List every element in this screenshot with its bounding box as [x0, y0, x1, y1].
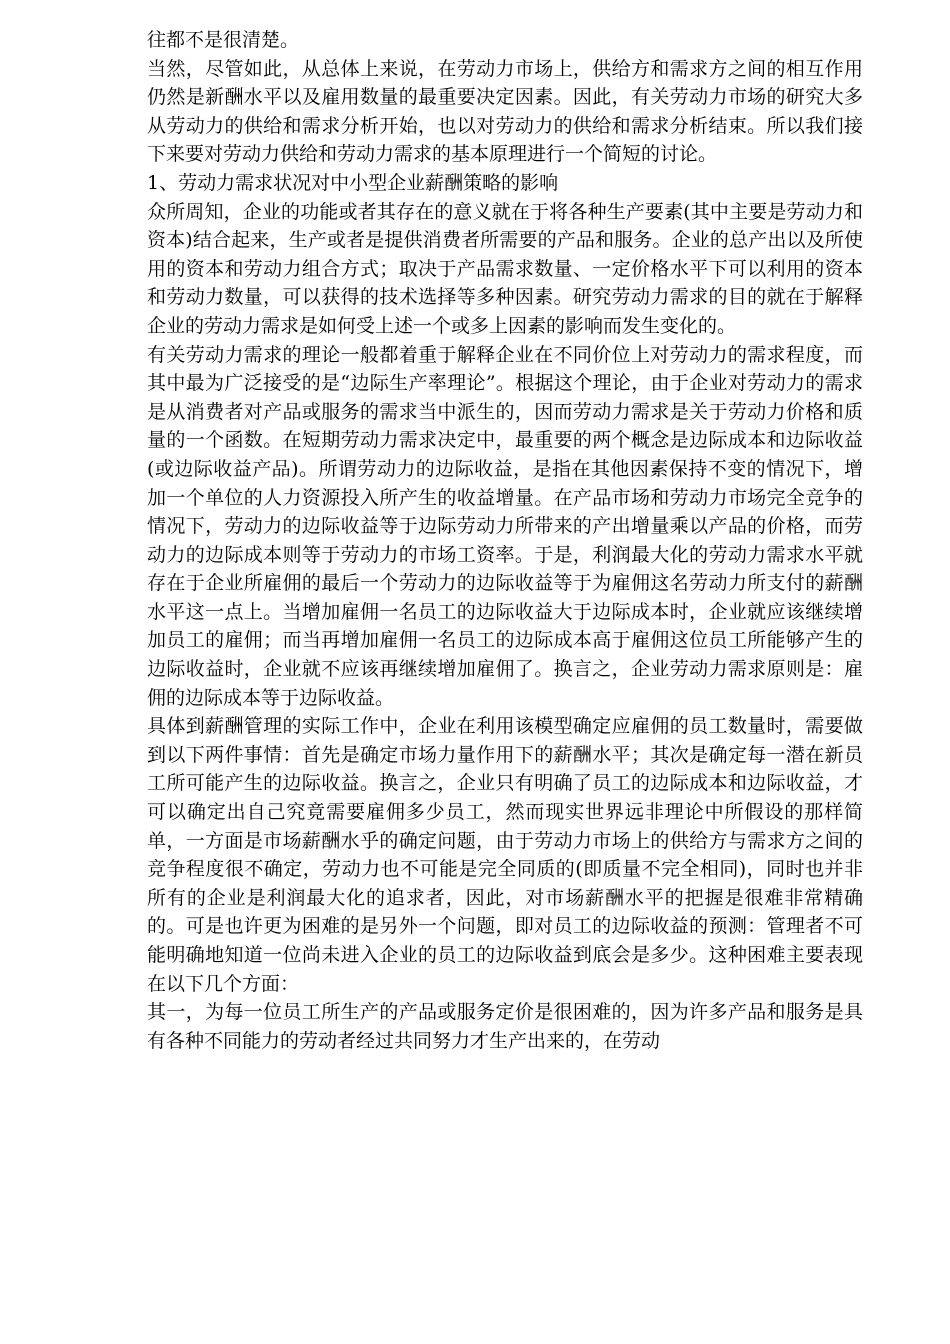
section-heading-labor-demand: 1、劳动力需求状况对中小型企业薪酬策略的影响: [147, 171, 559, 194]
paragraph-continuation: 往都不是很清楚。: [147, 29, 300, 51]
paragraph-marginal-productivity: 有关劳动力需求的理论一般都着重于解释企业在不同价位上对劳动力的需求程度，而其中最为广泛接受的是“边际生产率理论”。根据这个理论，由于企业对劳动力的需求是从消费者对产品或服务的需求当中派生的，因而劳动力需求是关于劳动力价格和质量的一个函数。在短期劳动力需求决定中，最重要的两个概念是边际成本和边际收益(或边际收益产品)。所谓劳动力的边际收益，是指在其他因素保持不变的情况下，增加一个单位的人力资源投入所产生的收益增量。在产品市场和劳动力市场完全竞争的情况下，劳动力的边际收益等于边际劳动力所带来的产出增量乘以产品的价格，而劳动力的边际成本则等于劳动力的市场工资率。于是，利润最大化的劳动力需求水平就存在于企业所雇佣的最后一个劳动力的边际收益等于为雇佣这名劳动力所支付的薪酬水平这一点上。当增加雇佣一名员工的边际收益大于边际成本时，企业就应该继续增加员工的雇佣；而当再增加雇佣一名员工的边际成本高于雇佣这位员工所能够产生的边际收益时，企业就不应该再继续增加雇佣了。换言之，企业劳动力需求原则是：雇佣的边际成本等于边际收益。: [147, 343, 863, 709]
document-page: [147, 26, 863, 1055]
paragraph-enterprise-function: 众所周知，企业的功能或者其存在的意义就在于将各种生产要素(其中主要是劳动力和资本)结合起来，生产或者是提供消费者所需要的产品和服务。企业的总产出以及所使用的资本和劳动力组合方式；取决于产品需求数量、一定价格水平下可以利用的资本和劳动力数量，可以获得的技术选择等多种因素。研究劳动力需求的目的就在于解释企业的劳动力需求是如何受上述一个或多上因素的影响而发生变化的。: [147, 200, 863, 337]
paragraph-pricing-difficulty: 其一，为每一位员工所生产的产品或服务定价是很困难的，因为许多产品和服务是具有各种不同能力的劳动者经过共同努力才生产出来的，在劳动: [147, 1001, 863, 1052]
paragraph-compensation-practice: 具体到薪酬管理的实际工作中，企业在利用该模型确定应雇佣的员工数量时，需要做到以下两件事情：首先是确定市场力量作用下的薪酬水平；其次是确定每一潜在新员工所可能产生的边际收益。换言之，企业只有明确了员工的边际成本和边际收益，才可以确定出自己究竟需要雇佣多少员工，然而现实世界远非理论中所假设的那样简单，一方面是市场薪酬水乎的确定问题，由于劳动力市场上的供给方与需求方之间的竞争程度很不确定，劳动力也不可能是完全同质的(即质量不完全相同)，同时也并非所有的企业是利润最大化的追求者，因此，对市场薪酬水平的把握是很难非常精确的。可是也许更为困难的是另外一个问题，即对员工的边际收益的预测：管理者不可能明确地知道一位尚未进入企业的员工的边际收益到底会是多少。这种困难主要表现在以下几个方面：: [147, 715, 863, 995]
paragraph-supply-demand-intro: 当然，尽管如此，从总体上来说，在劳动力市场上，供给方和需求方之间的相互作用仍然是新酬水平以及雇用数量的最重要决定因素。因此，有关劳动力市场的研究大多从劳动力的供给和需求分析开始，也以对劳动力的供给和需求分析结束。所以我们接下来要对劳动力供给和劳动力需求的基本原理进行一个简短的讨论。: [147, 57, 863, 166]
